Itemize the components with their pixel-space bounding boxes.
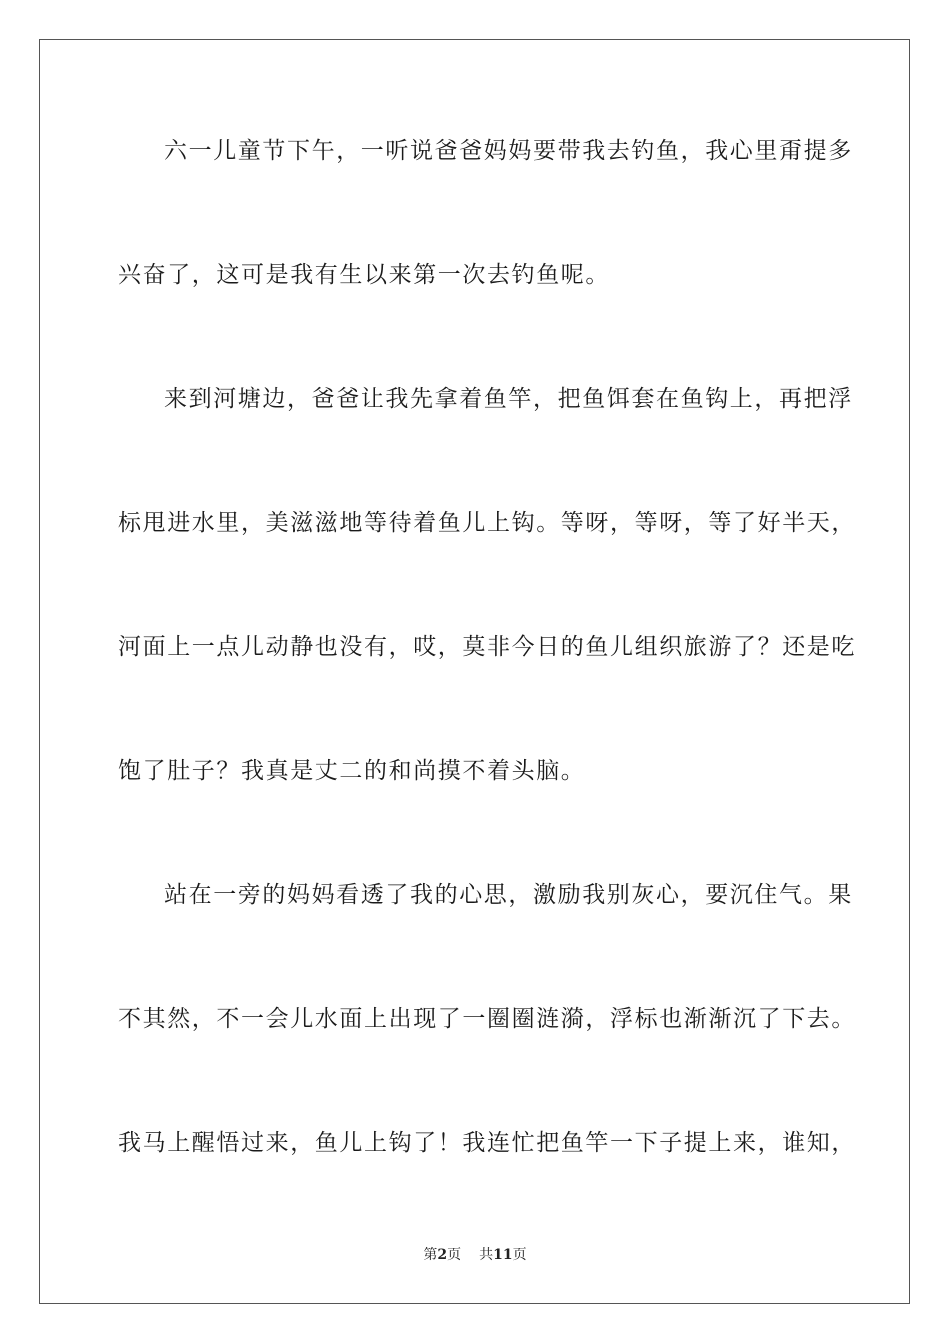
- page-footer: [0, 1245, 950, 1265]
- text-line-1: 六一儿童节下午，一听说爸爸妈妈要带我去钓鱼，我心里甭提多: [164, 138, 853, 164]
- page-number-label: 第2页: [423, 1247, 462, 1263]
- total-pages-label: 共11页: [479, 1247, 527, 1263]
- text-line-6: 饱了肚子？我真是丈二的和尚摸不着头脑。: [118, 758, 586, 784]
- text-line-7: 站在一旁的妈妈看透了我的心思，激励我别灰心，要沉住气。果: [164, 882, 853, 908]
- text-line-2: 兴奋了，这可是我有生以来第一次去钓鱼呢。: [118, 262, 610, 288]
- text-line-5: 河面上一点儿动静也没有，哎，莫非今日的鱼儿组织旅游了？还是吃: [118, 634, 856, 660]
- text-line-9: 我马上醒悟过来，鱼儿上钩了！我连忙把鱼竿一下子提上来，谁知，: [118, 1130, 856, 1156]
- page-border: [39, 39, 910, 1304]
- text-line-8: 不其然，不一会儿水面上出现了一圈圈涟漪，浮标也渐渐沉了下去。: [118, 1006, 856, 1032]
- text-line-4: 标甩进水里，美滋滋地等待着鱼儿上钩。等呀，等呀，等了好半天，: [118, 510, 856, 536]
- text-line-3: 来到河塘边，爸爸让我先拿着鱼竿，把鱼饵套在鱼钩上，再把浮: [164, 386, 853, 412]
